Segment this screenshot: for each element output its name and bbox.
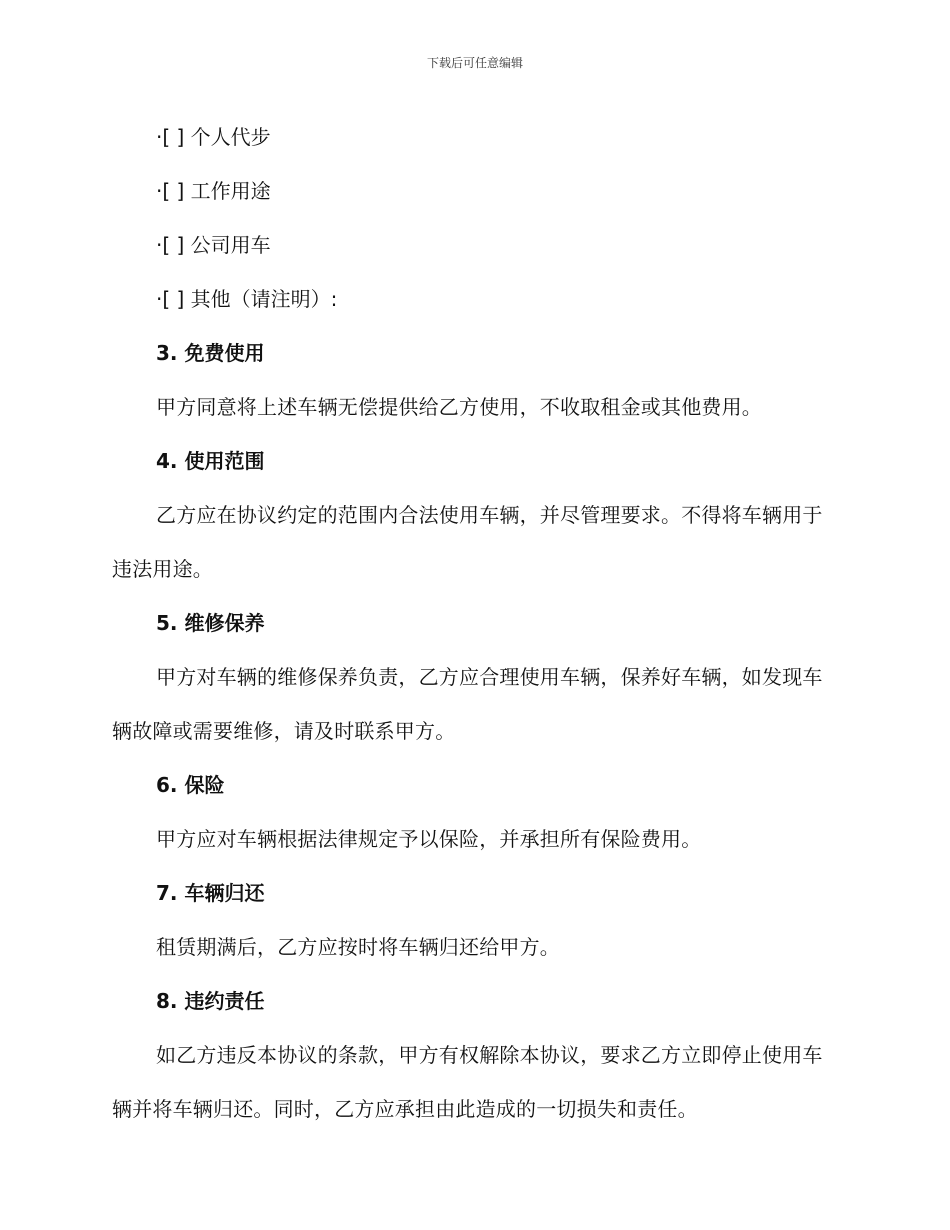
checkbox-option-company: ·[ ] 公司用车 <box>156 233 271 257</box>
section-heading-scope: 4. 使用范围 <box>156 449 265 473</box>
section-heading-insurance: 6. 保险 <box>156 773 225 797</box>
section-body-breach: 如乙方违反本协议的条款，甲方有权解除本协议，要求乙方立即停止使用车辆并将车辆归还。同时，乙方应承担由此造成的一切损失和责任。 <box>112 1043 823 1121</box>
section-heading-maintenance: 5. 维修保养 <box>156 611 265 635</box>
section-body-free-use: 甲方同意将上述车辆无偿提供给乙方使用，不收取租金或其他费用。 <box>156 395 762 419</box>
checkbox-option-personal: ·[ ] 个人代步 <box>156 125 271 149</box>
section-heading-return: 7. 车辆归还 <box>156 881 265 905</box>
section-body-maintenance: 甲方对车辆的维修保养负责，乙方应合理使用车辆，保养好车辆，如发现车辆故障或需要维修，请及时联系甲方。 <box>112 665 823 743</box>
checkbox-option-other: ·[ ] 其他（请注明）: <box>156 287 338 311</box>
document-body <box>112 110 832 1136</box>
section-body-scope: 乙方应在协议约定的范围内合法使用车辆，并尽管理要求。不得将车辆用于违法用途。 <box>112 503 823 581</box>
section-heading-free-use: 3. 免费使用 <box>156 341 265 365</box>
section-body-return: 租赁期满后，乙方应按时将车辆归还给甲方。 <box>156 935 560 959</box>
checkbox-option-work: ·[ ] 工作用途 <box>156 179 271 203</box>
section-heading-breach: 8. 违约责任 <box>156 989 265 1013</box>
section-body-insurance: 甲方应对车辆根据法律规定予以保险，并承担所有保险费用。 <box>156 827 702 851</box>
page-header: 下载后可任意编辑 <box>426 56 523 70</box>
